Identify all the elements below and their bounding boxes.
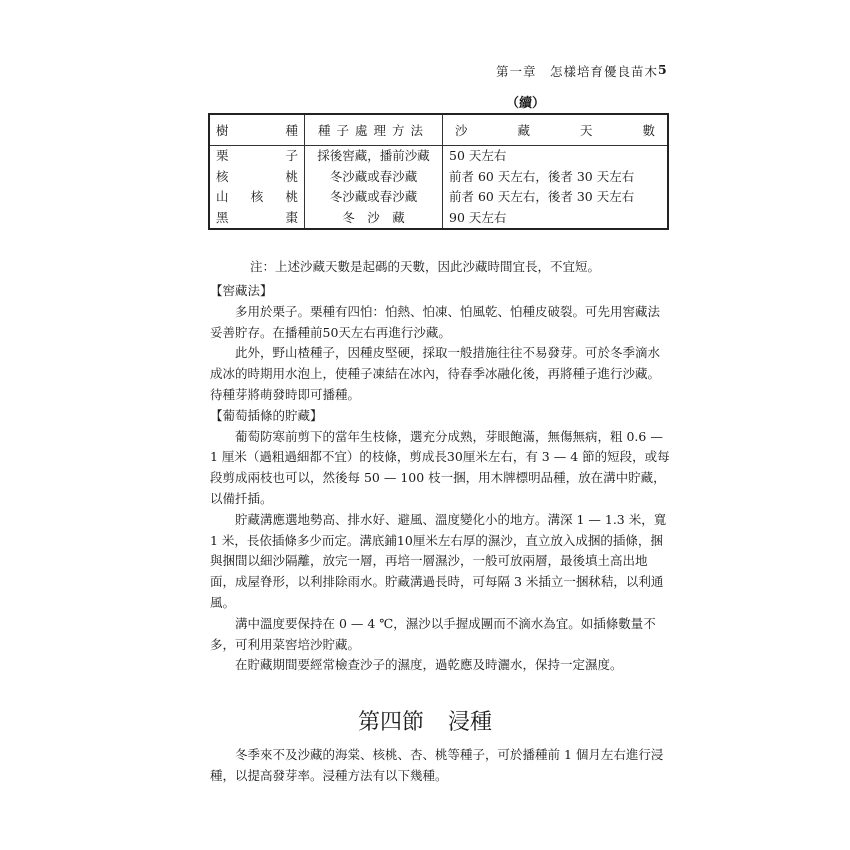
- cell: 山: [216, 189, 229, 204]
- cell: 核: [250, 189, 264, 204]
- paragraph: 溝中溫度要保持在 0 — 4 ℃，濕沙以手握成團而不滴水為宜。如插條數量不多，可利用菜窖培沙貯藏。: [210, 615, 656, 652]
- section-name: 浸種: [448, 710, 493, 735]
- chapter-title: 第一章 怎樣培育優良苗木: [496, 64, 659, 79]
- cell: 採後窖藏，播前沙藏: [317, 148, 430, 163]
- table-caption: （續）: [506, 96, 546, 111]
- cell: 前者 60 天左右，後者 30 天左右: [449, 189, 635, 204]
- table-header-row: [209, 114, 668, 146]
- paragraph: 在貯藏期間要經常檢查沙子的濕度，過乾應及時灑水，保持一定濕度。: [235, 657, 623, 673]
- method-column: [305, 146, 443, 230]
- running-header: [496, 62, 668, 80]
- paragraph: 多用於栗子。栗種有四怕：怕熱、怕凍、怕風乾、怕種皮破裂。可先用窖藏法妥善貯存。在播種前50天左右再進行沙藏。: [210, 303, 661, 340]
- cell: 桃: [285, 189, 298, 204]
- header-char: 種: [285, 123, 298, 138]
- subheading: 【葡萄插條的貯藏】: [210, 407, 323, 423]
- header-char: 藏: [517, 123, 530, 138]
- subheading: 【窖藏法】: [210, 283, 273, 298]
- table-body: [209, 146, 668, 230]
- days-column: [443, 146, 669, 230]
- cell: 黑: [216, 209, 229, 225]
- section-number: 第四節: [357, 710, 424, 735]
- cell: 栗: [216, 148, 229, 163]
- cell: 核: [216, 168, 229, 184]
- header-tree: [209, 114, 305, 146]
- cell: 50 天左右: [449, 148, 507, 163]
- page-number: 5: [658, 62, 668, 77]
- cell: 冬沙藏或春沙藏: [329, 168, 418, 184]
- paragraph: 冬季來不及沙藏的海棠、核桃、杏、桃等種子，可於播種前 1 個月左右進行浸種，以提高發芽率。浸種方法有以下幾種。: [210, 747, 664, 783]
- header-char: 天: [579, 123, 593, 138]
- cell: 冬沙藏或春沙藏: [329, 189, 418, 204]
- cell: 子: [285, 148, 298, 163]
- section-body: [210, 745, 670, 787]
- paragraph: 此外，野山楂種子，因種皮堅硬，採取一般措施往往不易發芽。可於冬季滴水成冰的時期用水泡上，使種子凍結在冰內，待春季冰融化後，再將種子進行沙藏。待種芽將萌發時即可播種。: [210, 345, 661, 402]
- header-char: 樹: [216, 123, 229, 138]
- sand-storage-table: [208, 113, 669, 230]
- cell: 前者 60 天左右，後者 30 天左右: [449, 168, 635, 184]
- header-days: [443, 114, 669, 146]
- cell: 冬 沙 藏: [342, 209, 405, 225]
- paragraph: 葡萄防寒前剪下的當年生枝條，選充分成熟，芽眼飽滿，無傷無病，粗 0.6 — 1 厘米（過粗過細都不宜）的枝條，剪成長30厘米左右，有 3 — 4 節的短段，或每段剪成兩枝也可以，然後每 50 — 100 枝一捆，用木牌標明品種，放在溝中貯藏，以備扦插。: [210, 428, 670, 506]
- cell: 棗: [285, 209, 298, 225]
- section-title: [0, 705, 850, 736]
- cell: 90 天左右: [449, 209, 507, 225]
- tree-column: [209, 146, 305, 230]
- table-note: 注：上述沙藏天數是起碼的天數，因此沙藏時間宜長，不宜短。: [250, 259, 601, 274]
- body-text: [210, 281, 670, 676]
- cell: 桃: [285, 168, 298, 184]
- header-char: 數: [642, 123, 655, 138]
- paragraph: 貯藏溝應選地勢高、排水好、避風、溫度變化小的地方。溝深 1 — 1.3 米，寬 1 米，長依插條多少而定。溝底鋪10厘米左右厚的濕沙，直立放入成捆的插條，捆與捆間以細沙隔離，放完一層，再培一層濕沙，一般可放兩層，最後填土高出地面，成屋脊形，以利排除雨水。貯藏溝過長時，可每隔 3 米插立一捆秫秸，以利通風。: [210, 511, 667, 610]
- header-char: 沙: [455, 123, 468, 138]
- header-method: 種子處理方法: [305, 114, 443, 146]
